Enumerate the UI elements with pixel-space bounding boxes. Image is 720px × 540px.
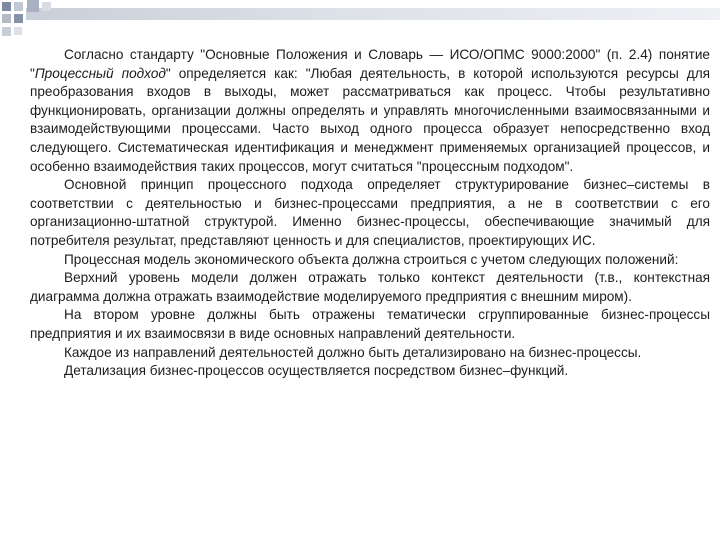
corner-square <box>27 0 39 12</box>
paragraph: Каждое из направлений деятельностей должно быть детализировано на бизнес-процессы. <box>64 344 642 360</box>
slide-body <box>30 46 710 381</box>
slide-decoration <box>0 0 720 40</box>
paragraph <box>30 46 710 176</box>
emphasized-term: Процессный подход <box>34 65 166 81</box>
paragraph-text: Согласно стандарту "Основные Положения и Словарь — ИСО/ОПМС 9000:2000" (п. 2.4) понятие " <box>30 47 710 81</box>
corner-square <box>14 27 22 35</box>
corner-square <box>2 27 11 36</box>
paragraph: Основной принцип процессного подхода определяет структурирование бизнес–системы в соответствии с деятельностью и бизнес-процессами предприятия, а не в соответствии с его организационно-штатной структурой. Именно бизнес-процессы, обеспечивающие значимый для потребителя результат, представляют ценность и для специалистов, проектирующих ИС. <box>30 177 710 248</box>
header-bar <box>26 8 720 20</box>
paragraph: На втором уровне должны быть отражены тематически сгруппированные бизнес-процессы предприятия и их взаимосвязи в виде основных направлений деятельности. <box>30 307 710 341</box>
corner-square <box>14 14 23 23</box>
paragraph: Верхний уровень модели должен отражать только контекст деятельности (т.в., контекстная диаграмма должна отражать взаимодействие моделируемого предприятия с внешним миром). <box>30 270 710 304</box>
corner-square <box>42 2 51 11</box>
corner-square <box>2 2 11 11</box>
corner-square <box>2 14 11 23</box>
paragraph: Детализация бизнес-процессов осуществляется посредством бизнес–функций. <box>64 363 569 379</box>
paragraph-text: " определяется как: "Любая деятельность, в которой используются ресурсы для преобразования входов в выходы, может рассматриваться как процесс. Чтобы результативно функционировать, организации должны определять и управлять многочисленными взаимосвязанными и взаимодействующими процессами. Часто выход одного процесса образует непосредственно вход следующего. Систематическая идентификация и менеджмент применяемых организацией процессов, и особенно взаимодействия таких процессов, могут считаться "процессным подходом". <box>30 65 710 174</box>
corner-square <box>14 2 23 11</box>
paragraph: Процессная модель экономического объекта должна строиться с учетом следующих положений: <box>64 251 679 267</box>
